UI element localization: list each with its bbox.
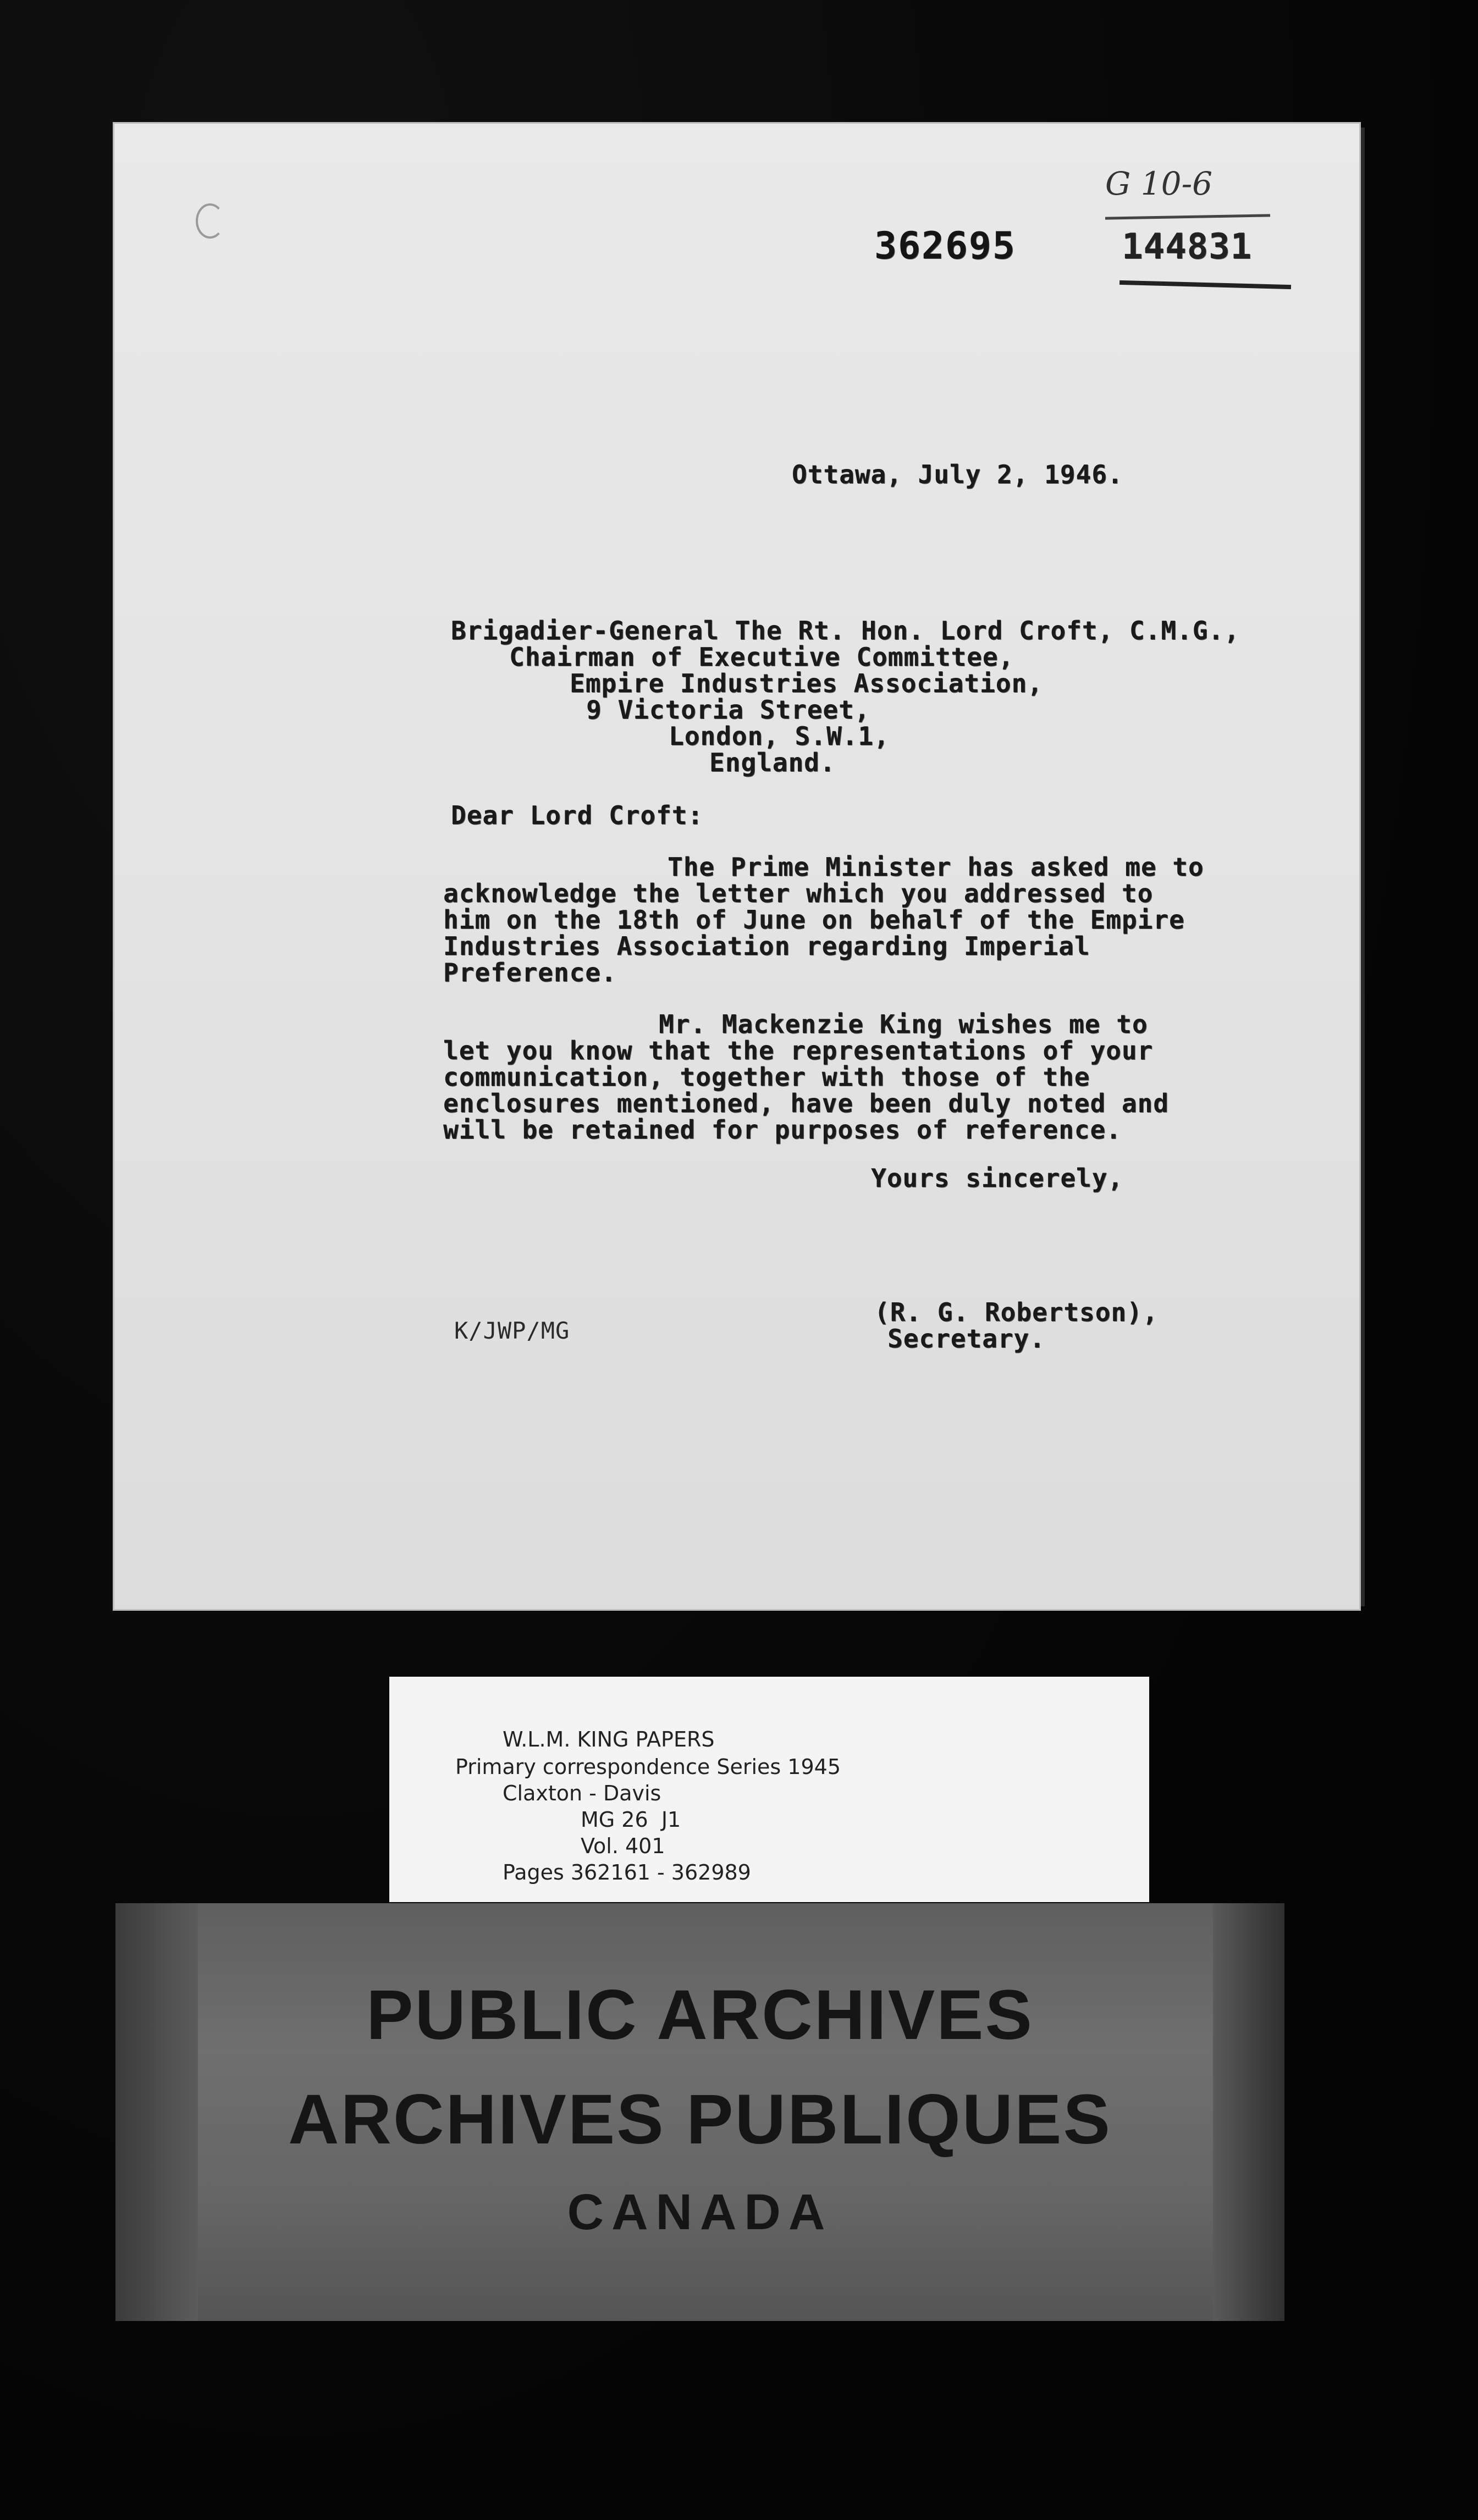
signature-title: Secretary. xyxy=(887,1324,1045,1353)
handwritten-reference: G 10-6 xyxy=(1105,165,1213,202)
stamp-line-english: PUBLIC ARCHIVES xyxy=(366,1976,1034,2054)
addressee-line: Empire Industries Association, xyxy=(570,668,1043,698)
addressee-line: London, S.W.1, xyxy=(669,721,890,751)
stamp-line-french: ARCHIVES PUBLIQUES xyxy=(288,2080,1112,2159)
old-document-number: 144831 xyxy=(1122,226,1253,267)
paragraph-line: enclosures mentioned, have been duly noted and xyxy=(443,1088,1169,1118)
punch-hole-mark xyxy=(196,203,224,239)
paragraph-line: communication, together with those of the xyxy=(443,1062,1090,1092)
paragraph-line: Preference. xyxy=(443,958,617,987)
paragraph-line: him on the 18th of June on behalf of the Empire xyxy=(443,905,1185,935)
label-range: Claxton - Davis xyxy=(503,1781,661,1805)
label-series: Primary correspondence Series 1945 xyxy=(455,1755,841,1779)
addressee-line: Brigadier-General The Rt. Hon. Lord Croft, C.M.G., xyxy=(451,616,1240,645)
label-volume: Vol. 401 xyxy=(581,1834,665,1858)
paragraph-line: The Prime Minister has asked me to xyxy=(668,852,1204,882)
document-number: 362695 xyxy=(874,224,1016,268)
addressee-line: England. xyxy=(709,748,836,777)
paragraph-line: acknowledge the letter which you addressed to xyxy=(443,878,1154,908)
closing: Yours sincerely, xyxy=(871,1163,1124,1193)
archives-stamp xyxy=(115,1903,1284,2321)
label-mg: MG 26 J1 xyxy=(581,1808,681,1832)
paragraph-line: Industries Association regarding Imperial xyxy=(443,931,1090,961)
addressee-line: 9 Victoria Street, xyxy=(586,695,870,725)
catalogue-label xyxy=(389,1677,1149,1902)
stamp-line-country: CANADA xyxy=(567,2184,833,2240)
salutation: Dear Lord Croft: xyxy=(451,800,704,830)
paragraph-line: Mr. Mackenzie King wishes me to xyxy=(659,1009,1148,1039)
label-pages: Pages 362161 - 362989 xyxy=(503,1860,751,1885)
addressee-line: Chairman of Executive Committee, xyxy=(509,642,1014,672)
paragraph-line: let you know that the representations of your xyxy=(443,1036,1154,1065)
letter-date: Ottawa, July 2, 1946. xyxy=(792,460,1123,489)
reference-initials: K/JWP/MG xyxy=(454,1317,570,1344)
label-collection: W.L.M. KING PAPERS xyxy=(503,1727,715,1751)
signature-name: (R. G. Robertson), xyxy=(874,1297,1159,1327)
paragraph-line: will be retained for purposes of reference. xyxy=(443,1115,1122,1145)
